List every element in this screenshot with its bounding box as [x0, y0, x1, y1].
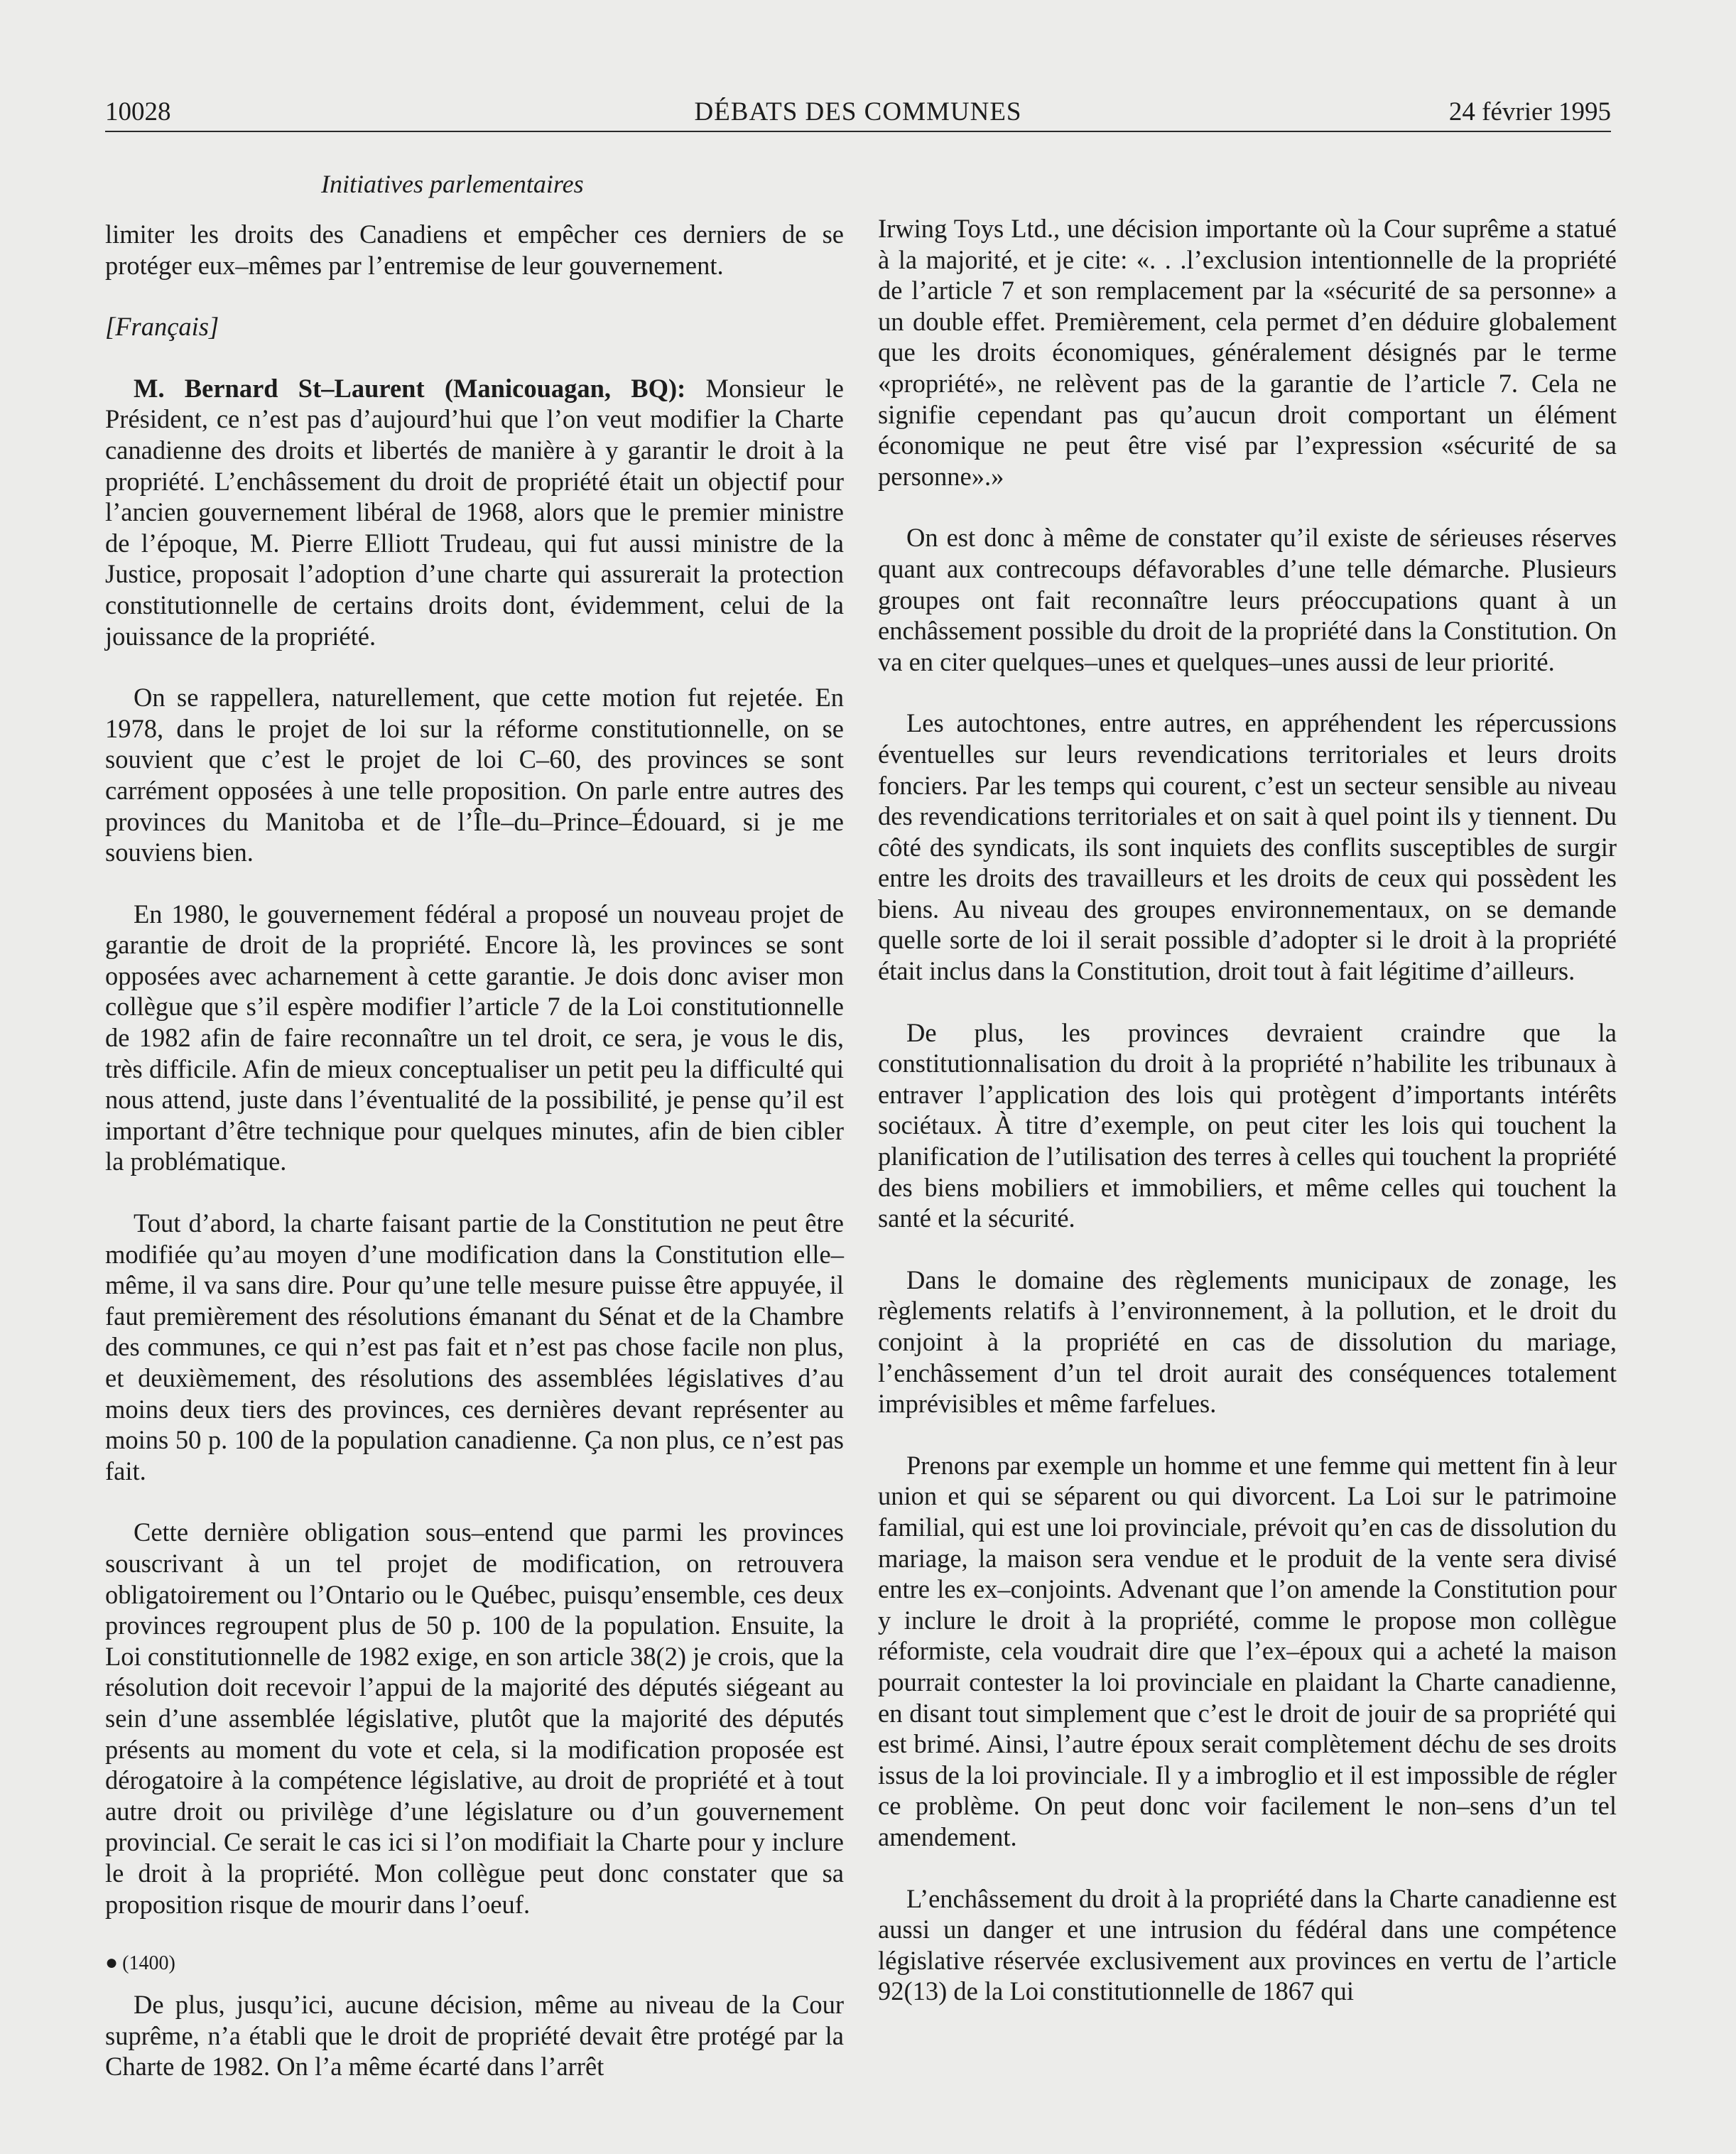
section-title: Initiatives parlementaires: [321, 170, 584, 198]
paragraph: On se rappellera, naturellement, que cette motion fut rejetée. En 1978, dans le projet de loi sur la réforme constitutionnelle, on se souvient que c’est le projet de loi C–60, des provinces se sont carrément opposées à une telle proposition. On parle entre autres des provinces du Manitoba et de l’Île–du–Prince–Édouard, si je me souviens bien.: [105, 683, 844, 867]
paragraph: Irwing Toys Ltd., une décision importante où la Cour suprême a statué à la majorité, et je cite: «. . .l’exclusion intentionnelle de la propriété de l’article 7 et son remplacement par la «sécurité de sa personne» a un double effet. Premièrement, cela permet d’en déduire globalement que les droits économiques, généralement désignés par le terme «propriété», ne relèvent pas de la garantie de l’article 7. Cela ne signifie cependant pas qu’aucun droit comportant un élément économique ne peut être visé par l’expression «sécurité de sa personne».»: [878, 214, 1617, 491]
paragraph: De plus, jusqu’ici, aucune décision, même au niveau de la Cour suprême, n’a établi que le droit de propriété devait être protégé par la Charte de 1982. On l’a même écarté dans l’arrêt: [105, 1990, 844, 2082]
left-column: [105, 219, 844, 2113]
bullet-icon: ●: [105, 1951, 119, 1975]
paragraph: Prenons par exemple un homme et une femme qui mettent fin à leur union et qui se séparent ou qui divorcent. La Loi sur le patrimoine familial, qui est une loi provinciale, prévoit qu’en cas de dissolution du mariage, la maison sera vendue et le produit de la vente sera divisé entre les ex–conjoints. Advenant que l’on amende la Constitution pour y inclure le droit à la propriété, comme le propose mon collègue réformiste, cela voudrait dire que l’ex–époux qui a acheté la maison pourrait contester la loi provinciale en plaidant la Charte canadienne, en disant tout simplement que c’est le droit de jouir de sa propriété qui est brimé. Ainsi, l’autre époux serait complètement déchu de ses droits issus de la loi provinciale. Il y a imbroglio et il est impossible de régler ce problème. On peut donc voir facilement le non–sens d’un tel amendement.: [878, 1450, 1617, 1851]
page-header: [105, 97, 1611, 134]
paragraph: De plus, les provinces devraient craindre que la constitutionnalisation du droit à la propriété n’habilite les tribunaux à entraver l’application des lois qui protègent d’importants intérêts sociétaux. À titre d’exemple, on peut citer les lois qui touchent la planification de l’utilisation des terres à celles qui touchent la propriété des biens mobiliers et immobiliers, et même celles qui touchent la santé et la sécurité.: [878, 1017, 1617, 1233]
time-marker-text: (1400): [122, 1952, 175, 1975]
paragraph: En 1980, le gouvernement fédéral a proposé un nouveau projet de garantie de droit de la propriété. Encore là, les provinces se sont opposées avec acharnement à cette garantie. Je dois donc aviser mon collègue que s’il espère modifier l’article 7 de la Loi constitutionnelle de 1982 afin de faire reconnaître un tel droit, ce sera, je vous le dis, très difficile. Afin de mieux conceptualiser un petit peu la difficulté qui nous attend, juste dans l’éventualité de la possibilité, je pense qu’il est important d’être technique pour quelques minutes, afin de bien cibler la problématique.: [105, 899, 844, 1176]
paragraph: Tout d’abord, la charte faisant partie de la Constitution ne peut être modifiée qu’au moyen d’une modification dans la Constitution elle–même, il va sans dire. Pour qu’une telle mesure puisse être appuyée, il faut premièrement des résolutions émanant du Sénat et de la Chambre des communes, ce qui n’est pas fait et n’est pas chose facile non plus, et deuxièmement, des résolutions des assemblées législatives d’au moins deux tiers des provinces, ces dernières devant représenter au moins 50 p. 100 de la population canadienne. Ça non plus, ce n’est pas fait.: [105, 1208, 844, 1485]
paragraph: Les autochtones, entre autres, en appréhendent les répercussions éventuelles sur leurs revendications territoriales et leurs droits fonciers. Par les temps qui courent, c’est un secteur sensible au niveau des revendications territoriales et on sait à quel point ils y tiennent. Du côté des syndicats, ils sont inquiets des conflits susceptibles de surgir entre les droits des travailleurs et les droits de ceux qui possèdent les biens. Au niveau des groupes environnementaux, on se demande quelle sorte de loi il serait possible d’adopter si le droit à la propriété était inclus dans la Constitution, droit tout à fait légitime d’ailleurs.: [878, 708, 1617, 986]
paragraph: limiter les droits des Canadiens et empêcher ces derniers de se protéger eux–mêmes par l’entremise de leur gouvernement.: [105, 220, 844, 280]
language-tag: [Français]: [105, 312, 219, 342]
speech-paragraph: [105, 373, 844, 651]
publication-title: DÉBATS DES COMMUNES: [694, 97, 1022, 126]
paragraph: On est donc à même de constater qu’il existe de sérieuses réserves quant aux contrecoups défavorables d’une telle démarche. Plusieurs groupes ont fait reconnaître leurs préoccupations quant à un enchâssement possible du droit de la propriété dans la Constitution. On va en citer quelques–unes et quelques–unes aussi de leur priorité.: [878, 523, 1617, 676]
publication-date: 24 février 1995: [1448, 97, 1611, 126]
header-rule: [105, 131, 1611, 132]
speaker-name: M. Bernard St–Laurent (Manicouagan, BQ):: [134, 373, 686, 403]
speech-text: Monsieur le Président, ce n’est pas d’aujourd’hui que l’on veut modifier la Charte canadienne des droits et libertés de manière à y garantir le droit à la propriété. L’enchâssement du droit de propriété était un objectif pour l’ancien gouvernement libéral de 1968, alors que le premier ministre de l’époque, M. Pierre Elliott Trudeau, qui fut aussi ministre de la Justice, proposait l’adoption d’une charte qui assurerait la protection constitutionnelle de certains droits dont, évidemment, celui de la jouissance de la propriété.: [105, 373, 844, 651]
paragraph: Cette dernière obligation sous–entend que parmi les provinces souscrivant à un tel projet de modification, on retrouvera obligatoirement ou l’Ontario ou le Québec, puisqu’ensemble, ces deux provinces regroupent plus de 50 p. 100 de la population. Ensuite, la Loi constitutionnelle de 1982 exige, en son article 38(2) je crois, que la résolution doit recevoir l’appui de la majorité des députés siégeant au sein d’une assemblée législative, plutôt que la majorité des députés présents au moment du vote et cela, si la modification proposée est dérogatoire à la compétence législative, au droit de propriété et à tout autre droit ou privilège d’une législature ou d’un gouvernement provincial. Ce serait le cas ici si l’on modifiait la Charte pour y inclure le droit à la propriété. Mon collègue peut donc constater que sa proposition risque de mourir dans l’oeuf.: [105, 1517, 844, 1919]
paragraph: Dans le domaine des règlements municipaux de zonage, les règlements relatifs à l’environnement, à la pollution, et le droit du conjoint à la propriété en cas de dissolution du mariage, l’enchâssement d’un tel droit aurait des conséquences totalement imprévisibles et même farfelues.: [878, 1265, 1617, 1419]
paragraph: L’enchâssement du droit à la propriété dans la Charte canadienne est aussi un danger et une intrusion du fédéral dans une compétence législative réservée exclusivement aux provinces en vertu de l’article 92(13) de la Loi constitutionnelle de 1867 qui: [878, 1883, 1617, 2006]
time-marker: [105, 1950, 844, 1976]
right-column: [878, 213, 1617, 2037]
page-number: 10028: [105, 97, 171, 126]
